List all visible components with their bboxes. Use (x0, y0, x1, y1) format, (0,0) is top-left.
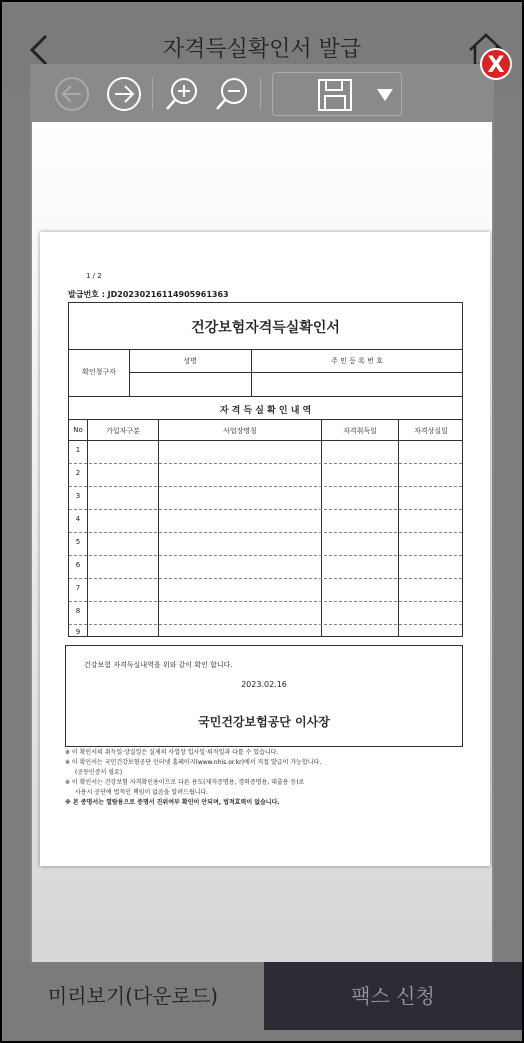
issue-date: 2023.02.16 (241, 680, 287, 689)
toolbar-divider (260, 78, 261, 110)
table-row: 4 (75, 515, 81, 523)
history-table (68, 419, 463, 637)
note-line: ※ 이 확인서는 건강보험 자격확인용이므로 다른 용도(재직증명용, 경력증명용, 대출용 등)로 (65, 779, 305, 786)
zoom-in-icon[interactable] (164, 76, 200, 112)
column-header: 자격상실일 (414, 427, 448, 435)
fax-request-button[interactable]: 팩스 신청 (264, 962, 522, 1030)
table-row: 5 (75, 538, 81, 546)
column-header: No (73, 426, 83, 434)
bottom-strip (2, 1030, 522, 1041)
confirm-text: 건강보험 자격득실내역을 위와 같이 확인 합니다. (84, 661, 233, 669)
document-title-box (68, 302, 463, 350)
history-title-box (68, 396, 463, 420)
note-line: (공동인증서 필요) (75, 769, 123, 776)
table-row: 1 (75, 446, 81, 454)
notes (65, 748, 465, 808)
note-line: ※ 본 증명서는 열람용으로 증명서 진위여부 확인이 안되며, 법적효력이 없습니다. (65, 799, 280, 806)
viewer-toolbar (30, 64, 494, 122)
chevron-down-icon (377, 89, 393, 101)
zoom-out-icon[interactable] (214, 76, 250, 112)
previous-page-icon[interactable] (54, 76, 90, 112)
table-row: 6 (75, 561, 81, 569)
document-page (40, 232, 490, 866)
table-row: 9 (75, 628, 81, 636)
name-label: 성명 (183, 357, 197, 365)
table-header (69, 420, 462, 441)
column-header: 사업장명칭 (223, 427, 257, 435)
history-title: 자 격 득 실 확 인 내 역 (219, 406, 312, 416)
document-canvas (32, 122, 492, 976)
confirmation-box (65, 645, 463, 747)
close-button[interactable]: X (480, 48, 512, 80)
note-line: ※ 이 확인서는 국민건강보험공단 인터넷 홈페이지(www.nhis.or.kr)에서 직접 발급이 가능합니다. (65, 759, 322, 766)
page-title: 자격득실확인서 발급 (162, 37, 362, 62)
issue-number: 발급번호 : JD20230216114905961363 (68, 290, 229, 299)
column-header: 가입자구분 (106, 427, 140, 435)
preview-download-button[interactable]: 미리보기(다운로드) (2, 962, 264, 1030)
table-row: 8 (75, 607, 81, 615)
column-header: 자격취득일 (343, 427, 377, 435)
rrn-label: 주 민 등 록 번 호 (331, 357, 383, 365)
applicant-label: 확인청구자 (82, 368, 116, 376)
table-row: 3 (75, 492, 81, 500)
note-line: 사용시 공단에 법적인 책임이 없음을 알려드립니다. (75, 789, 209, 796)
page-indicator: 1 / 2 (86, 272, 102, 280)
screen (2, 2, 522, 1041)
document-title: 건강보험자격득실확인서 (191, 320, 340, 336)
applicant-box (68, 349, 463, 397)
row-numbers (69, 440, 88, 636)
table-row: 7 (75, 584, 81, 592)
toolbar-divider (152, 78, 153, 110)
next-page-icon[interactable] (106, 76, 142, 112)
issuer-name: 국민건강보험공단 이사장 (198, 715, 330, 729)
pdf-viewer (30, 64, 494, 976)
save-dropdown[interactable] (272, 72, 402, 116)
save-icon (317, 78, 353, 112)
bottom-actions (2, 962, 522, 1030)
note-line: ※ 이 확인서의 취득일·상실일은 실제의 사업장 입사일·퇴직일과 다를 수 있습니다. (65, 749, 279, 756)
table-row: 2 (75, 469, 81, 477)
